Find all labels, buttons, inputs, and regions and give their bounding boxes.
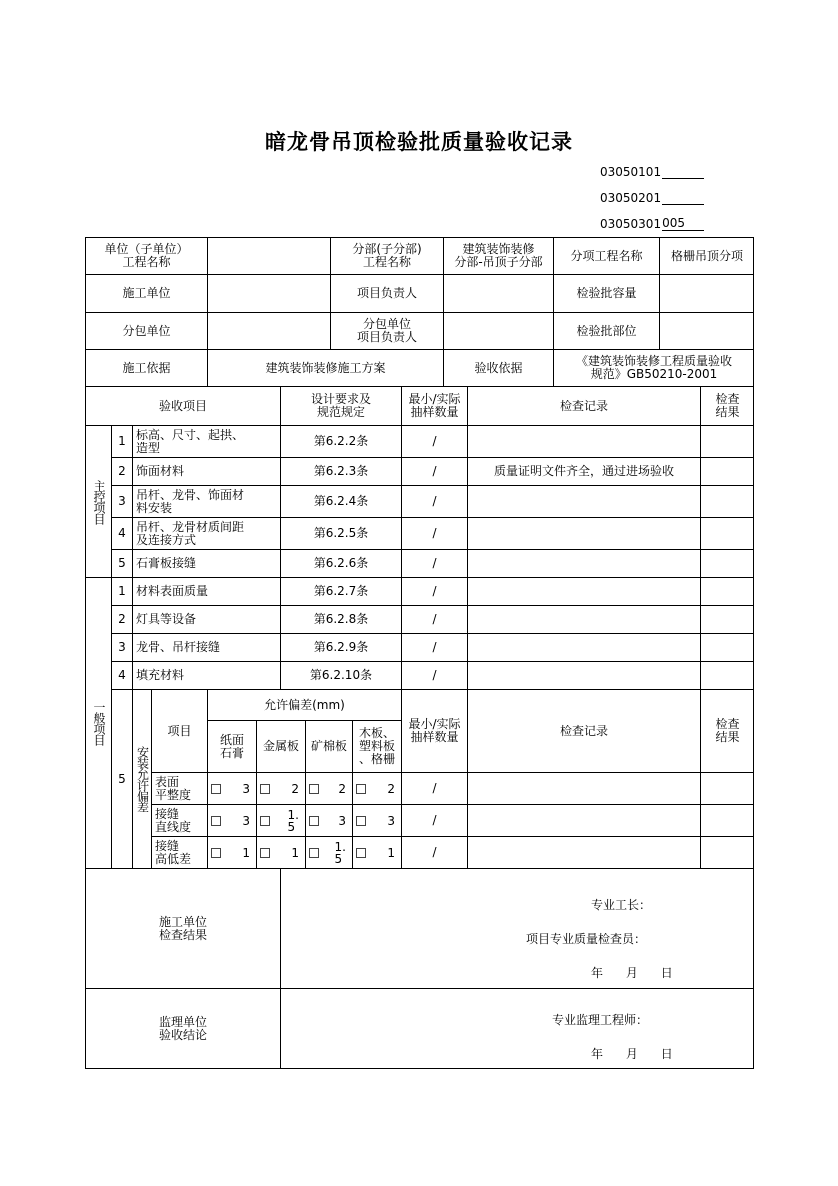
location-label-text: 检验批部位 bbox=[576, 323, 637, 338]
tolerance-value: 2 bbox=[338, 781, 346, 796]
main-item-record-text: 质量证明文件齐全，通过进场验收 bbox=[493, 464, 674, 478]
general-item-clause bbox=[280, 577, 401, 605]
main-item-sample-text: / bbox=[432, 464, 437, 478]
material-header bbox=[207, 720, 256, 772]
material-header bbox=[256, 720, 305, 772]
main-item-sample-text: / bbox=[432, 494, 437, 508]
tolerance-no bbox=[111, 689, 132, 868]
general-item-no-text: 1 bbox=[118, 584, 126, 598]
main-item-clause bbox=[280, 457, 401, 485]
main-item-result bbox=[700, 425, 754, 457]
tolerance-value-cell bbox=[305, 836, 352, 868]
contractor-value bbox=[207, 274, 330, 312]
main-item-name bbox=[132, 425, 280, 457]
general-item-record bbox=[467, 661, 700, 689]
main-item-sample bbox=[401, 485, 467, 517]
main-item-sample bbox=[401, 517, 467, 549]
main-item-sample bbox=[401, 457, 467, 485]
col-item bbox=[85, 386, 280, 425]
general-item-name bbox=[132, 661, 280, 689]
sub-value bbox=[207, 312, 330, 349]
tolerance-row-result bbox=[700, 772, 754, 804]
tolerance-value-cell bbox=[305, 804, 352, 836]
main-item-no-text: 4 bbox=[118, 526, 126, 540]
general-item-record bbox=[467, 605, 700, 633]
material-header-text: 金属板 bbox=[262, 739, 299, 753]
location-value bbox=[659, 312, 754, 349]
capacity-value bbox=[659, 274, 754, 312]
tolerance-row-sample-text: / bbox=[432, 781, 437, 795]
pm-label bbox=[330, 274, 443, 312]
tolerance-value-cell bbox=[207, 804, 256, 836]
general-group-label bbox=[85, 577, 111, 868]
construction-date: 年 月 日 bbox=[591, 966, 673, 980]
tolerance-row-result bbox=[700, 836, 754, 868]
tolerance-value: 2 bbox=[291, 781, 299, 796]
unit-label bbox=[85, 237, 207, 274]
supervision-date: 年 月 日 bbox=[591, 1047, 673, 1061]
tolerance-row-name-text: 接缝 高低差 bbox=[155, 838, 192, 866]
material-header bbox=[305, 720, 352, 772]
general-item-no bbox=[111, 577, 132, 605]
tolerance-row-sample bbox=[401, 772, 467, 804]
main-item-sample-text: / bbox=[432, 556, 437, 570]
subdiv-value bbox=[443, 237, 553, 274]
general-item-result bbox=[700, 605, 754, 633]
checkbox[interactable] bbox=[309, 848, 319, 858]
main-item-name-text: 吊杆、龙骨、饰面材 料安装 bbox=[136, 487, 245, 515]
tolerance-row-sample-text: / bbox=[432, 813, 437, 827]
tolerance-row-result bbox=[700, 804, 754, 836]
material-header-text: 矿棉板 bbox=[310, 739, 347, 753]
main-item-clause-text: 第6.2.5条 bbox=[313, 526, 369, 540]
col-sample bbox=[401, 386, 467, 425]
main-item-name-text: 饰面材料 bbox=[136, 464, 185, 478]
pm-label-text: 项目负责人 bbox=[356, 286, 417, 300]
main-item-no-text: 3 bbox=[118, 494, 126, 508]
general-item-clause bbox=[280, 605, 401, 633]
col-result bbox=[700, 386, 754, 425]
unit-label-text: 单位（子单位） 工程名称 bbox=[104, 242, 189, 269]
tolerance-row-sample-text: / bbox=[432, 845, 437, 859]
main-item-clause-text: 第6.2.2条 bbox=[313, 434, 369, 448]
col-record bbox=[467, 386, 700, 425]
general-item-name-text: 填充材料 bbox=[136, 668, 185, 682]
col-design bbox=[280, 386, 401, 425]
main-item-record bbox=[467, 517, 700, 549]
inspector-label: 项目专业质量检查员： bbox=[526, 932, 647, 946]
tolerance-no-text: 5 bbox=[118, 771, 126, 786]
general-item-clause-text: 第6.2.9条 bbox=[313, 640, 369, 654]
tolerance-row-record bbox=[467, 804, 700, 836]
col-design-text: 设计要求及 规范规定 bbox=[310, 392, 371, 419]
general-item-sample bbox=[401, 605, 467, 633]
contractor-label bbox=[85, 274, 207, 312]
general-item-sample bbox=[401, 661, 467, 689]
general-item-record bbox=[467, 577, 700, 605]
tolerance-value-cell bbox=[352, 772, 401, 804]
main-item-sample bbox=[401, 425, 467, 457]
form-code-2: 03050201 bbox=[600, 190, 704, 205]
sub-pm-value bbox=[443, 312, 553, 349]
sub-pm-label-text: 分包单位 项目负责人 bbox=[356, 317, 417, 344]
general-item-sample-text: / bbox=[432, 584, 437, 598]
tolerance-value-cell bbox=[256, 804, 305, 836]
engineer-label: 专业监理工程师： bbox=[552, 1013, 649, 1027]
tolerance-value: 1 bbox=[291, 845, 299, 860]
construction-check-label-text: 施工单位 检查结果 bbox=[158, 914, 207, 942]
tolerance-sample-label-text: 最小/实际 抽样数量 bbox=[408, 717, 461, 744]
capacity-label-text: 检验批容量 bbox=[576, 286, 637, 300]
subdiv-label-text: 分部(子分部) 工程名称 bbox=[352, 242, 422, 269]
main-group-label bbox=[85, 425, 111, 577]
tolerance-row-name-text: 表面 平整度 bbox=[155, 774, 192, 802]
item-label-text: 分项工程名称 bbox=[570, 248, 643, 263]
tolerance-result-label-text: 检查 结果 bbox=[715, 717, 740, 744]
sub-label-text: 分包单位 bbox=[122, 323, 171, 338]
construction-check-area bbox=[280, 868, 754, 988]
main-item-record bbox=[467, 425, 700, 457]
general-item-no-text: 3 bbox=[118, 640, 126, 654]
main-item-name bbox=[132, 457, 280, 485]
sub-label bbox=[85, 312, 207, 349]
accept-basis-label bbox=[443, 349, 553, 386]
capacity-label bbox=[553, 274, 659, 312]
construction-check-label bbox=[85, 868, 280, 988]
form-code-3: 03050301005 bbox=[600, 216, 704, 231]
accept-basis-value-text: 《建筑装饰装修工程质量验收 规范》GB50210-2001 bbox=[575, 354, 732, 381]
main-item-result bbox=[700, 517, 754, 549]
general-item-sample-text: / bbox=[432, 612, 437, 626]
tolerance-header bbox=[207, 689, 401, 720]
main-item-clause bbox=[280, 485, 401, 517]
checkbox[interactable] bbox=[211, 816, 221, 826]
general-item-sample bbox=[401, 633, 467, 661]
checkbox[interactable] bbox=[260, 784, 270, 794]
main-item-no bbox=[111, 425, 132, 457]
main-item-clause bbox=[280, 517, 401, 549]
general-item-clause-text: 第6.2.8条 bbox=[313, 612, 369, 626]
main-item-record bbox=[467, 549, 700, 577]
main-item-no-text: 1 bbox=[118, 434, 126, 448]
page-title: 暗龙骨吊顶检验批质量验收记录 bbox=[265, 129, 573, 154]
main-item-name-text: 吊杆、龙骨材质间距 及连接方式 bbox=[136, 519, 245, 547]
main-item-sample-text: / bbox=[432, 526, 437, 540]
tolerance-value: 3 bbox=[242, 781, 250, 796]
general-item-sample-text: / bbox=[432, 668, 437, 682]
main-item-clause bbox=[280, 549, 401, 577]
tolerance-value-cell bbox=[256, 836, 305, 868]
checkbox[interactable] bbox=[211, 848, 221, 858]
tolerance-row-sample bbox=[401, 836, 467, 868]
checkbox[interactable] bbox=[309, 784, 319, 794]
subdiv-value-text: 建筑装饰装修 分部-吊顶子分部 bbox=[454, 242, 543, 269]
tolerance-value: 3 bbox=[242, 813, 250, 828]
general-item-no-text: 2 bbox=[118, 612, 126, 626]
main-item-clause-text: 第6.2.3条 bbox=[313, 464, 369, 478]
tolerance-value: 2 bbox=[387, 781, 395, 796]
general-item-no bbox=[111, 605, 132, 633]
general-item-name-text: 龙骨、吊杆接缝 bbox=[136, 640, 221, 654]
col-sample-text: 最小/实际 抽样数量 bbox=[408, 392, 461, 419]
checkbox[interactable] bbox=[260, 848, 270, 858]
tolerance-row-record bbox=[467, 772, 700, 804]
form-code-1: 03050101 bbox=[600, 164, 704, 179]
main-item-name bbox=[132, 549, 280, 577]
checkbox[interactable] bbox=[211, 784, 221, 794]
basis-value bbox=[207, 349, 443, 386]
general-item-name bbox=[132, 605, 280, 633]
tolerance-header-text: 允许偏差(mm) bbox=[264, 697, 345, 712]
subdiv-label bbox=[330, 237, 443, 274]
main-item-no bbox=[111, 517, 132, 549]
general-item-no bbox=[111, 661, 132, 689]
main-item-sample-text: / bbox=[432, 434, 437, 448]
tolerance-group-label bbox=[132, 689, 151, 868]
tolerance-value: 1 bbox=[387, 845, 395, 860]
checkbox[interactable] bbox=[356, 784, 366, 794]
main-item-name-text: 标高、尺寸、起拱、 造型 bbox=[136, 427, 245, 455]
tolerance-value: 1. 5 bbox=[334, 839, 346, 866]
checkbox[interactable] bbox=[260, 816, 270, 826]
supervision-area bbox=[280, 988, 754, 1069]
main-item-no-text: 2 bbox=[118, 464, 126, 478]
foreman-label: 专业工长： bbox=[591, 898, 652, 912]
tolerance-value: 1 bbox=[242, 845, 250, 860]
material-header-text: 木板、 塑料板 、格栅 bbox=[358, 726, 395, 766]
main-item-record bbox=[467, 485, 700, 517]
tolerance-value: 3 bbox=[338, 813, 346, 828]
pm-value bbox=[443, 274, 553, 312]
main-group-label-text: 主控项目 bbox=[92, 479, 106, 524]
tolerance-row-name bbox=[151, 772, 207, 804]
item-label bbox=[553, 237, 659, 274]
col-item-text: 验收项目 bbox=[158, 398, 207, 413]
tolerance-value-cell bbox=[352, 836, 401, 868]
main-item-no bbox=[111, 549, 132, 577]
main-item-sample bbox=[401, 549, 467, 577]
general-item-sample-text: / bbox=[432, 640, 437, 654]
tolerance-value-cell bbox=[207, 836, 256, 868]
supervision-label-text: 监理单位 验收结论 bbox=[158, 1015, 207, 1042]
general-item-result bbox=[700, 661, 754, 689]
basis-label bbox=[85, 349, 207, 386]
tolerance-group-label-text: 安装允许偏差 bbox=[135, 746, 150, 812]
general-item-name bbox=[132, 577, 280, 605]
tolerance-item-label bbox=[151, 689, 207, 772]
tolerance-result-label bbox=[700, 689, 754, 772]
main-item-no-text: 5 bbox=[118, 556, 126, 570]
general-item-name-text: 灯具等设备 bbox=[136, 612, 197, 626]
accept-basis-label-text: 验收依据 bbox=[474, 360, 523, 375]
general-item-record bbox=[467, 633, 700, 661]
main-item-record bbox=[467, 457, 700, 485]
general-item-clause bbox=[280, 661, 401, 689]
col-result-text: 检查 结果 bbox=[715, 392, 740, 419]
item-value-text: 格栅吊顶分项 bbox=[670, 248, 743, 263]
tolerance-row-name bbox=[151, 804, 207, 836]
main-item-clause-text: 第6.2.4条 bbox=[313, 494, 369, 508]
basis-label-text: 施工依据 bbox=[122, 360, 171, 375]
main-item-clause-text: 第6.2.6条 bbox=[313, 556, 369, 570]
item-value bbox=[659, 237, 754, 274]
main-item-name bbox=[132, 517, 280, 549]
supervision-label bbox=[85, 988, 280, 1069]
sub-pm-label bbox=[330, 312, 443, 349]
general-item-result bbox=[700, 577, 754, 605]
tolerance-sample-label bbox=[401, 689, 467, 772]
checkbox[interactable] bbox=[309, 816, 319, 826]
main-item-result bbox=[700, 457, 754, 485]
col-record-text: 检查记录 bbox=[559, 398, 608, 413]
tolerance-item-label-text: 项目 bbox=[167, 723, 192, 738]
general-item-clause-text: 第6.2.10条 bbox=[309, 668, 373, 682]
general-group-label-text: 一般项目 bbox=[92, 701, 106, 745]
general-item-no bbox=[111, 633, 132, 661]
main-item-clause bbox=[280, 425, 401, 457]
accept-basis-value bbox=[553, 349, 754, 386]
tolerance-row-name-text: 接缝 直线度 bbox=[155, 806, 192, 834]
tolerance-row-record bbox=[467, 836, 700, 868]
checkbox[interactable] bbox=[356, 816, 366, 826]
main-item-name-text: 石膏板接缝 bbox=[136, 556, 197, 570]
tolerance-value-cell bbox=[352, 804, 401, 836]
material-header bbox=[352, 720, 401, 772]
general-item-sample bbox=[401, 577, 467, 605]
tolerance-record-label bbox=[467, 689, 700, 772]
main-item-result bbox=[700, 549, 754, 577]
main-item-name bbox=[132, 485, 280, 517]
main-item-result bbox=[700, 485, 754, 517]
main-item-no bbox=[111, 457, 132, 485]
location-label bbox=[553, 312, 659, 349]
general-item-result bbox=[700, 633, 754, 661]
basis-value-text: 建筑装饰装修施工方案 bbox=[265, 360, 386, 375]
tolerance-value: 3 bbox=[387, 813, 395, 828]
tolerance-row-sample bbox=[401, 804, 467, 836]
general-item-name-text: 材料表面质量 bbox=[136, 584, 209, 598]
tolerance-row-name bbox=[151, 836, 207, 868]
contractor-label-text: 施工单位 bbox=[122, 286, 171, 300]
general-item-name bbox=[132, 633, 280, 661]
tolerance-value-cell bbox=[305, 772, 352, 804]
tolerance-record-label-text: 检查记录 bbox=[559, 723, 608, 738]
unit-value bbox=[207, 237, 330, 274]
main-item-no bbox=[111, 485, 132, 517]
general-item-clause bbox=[280, 633, 401, 661]
tolerance-value-cell bbox=[207, 772, 256, 804]
general-item-clause-text: 第6.2.7条 bbox=[313, 584, 369, 598]
tolerance-value-cell bbox=[256, 772, 305, 804]
material-header-text: 纸面 石膏 bbox=[219, 732, 244, 760]
checkbox[interactable] bbox=[356, 848, 366, 858]
tolerance-value: 1. 5 bbox=[287, 807, 299, 834]
general-item-no-text: 4 bbox=[118, 668, 126, 682]
